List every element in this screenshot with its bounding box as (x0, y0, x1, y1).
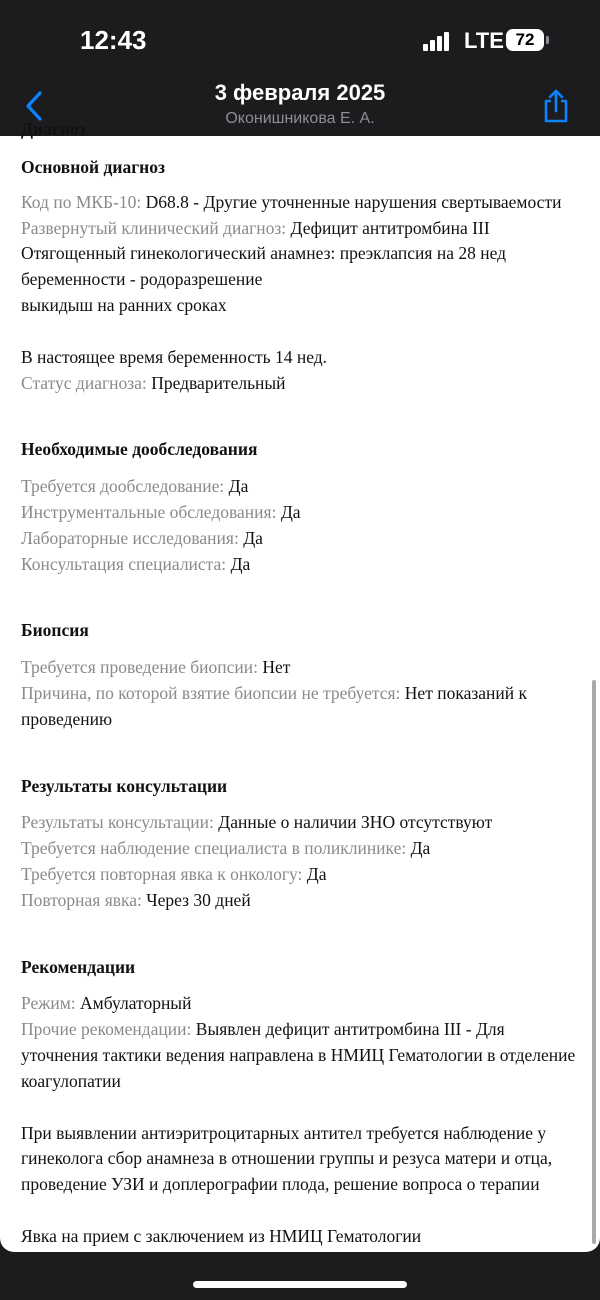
navigation-bar (0, 72, 600, 136)
recommendation-paragraph: Явка на прием с заключением из НМИЦ Гематологии (21, 1225, 422, 1246)
exam-label: Лабораторные исследования: (21, 527, 239, 548)
status-time: 12:43 (80, 25, 147, 55)
consultation-value: Через 30 дней (146, 889, 251, 910)
main-diagnosis-heading: Основной диагноз (21, 157, 166, 177)
additional-exams-heading: Необходимые дообследования (21, 439, 258, 460)
recommendation-paragraph: При выявлении антиэритроцитарных антител требуется наблюдение у гинеколога сбор анамнеза в отношении группы и резуса матери и отца, проведение УЗИ и доплерографии плода, решение вопроса о терапии (21, 1122, 553, 1195)
share-button[interactable] (540, 86, 572, 126)
scrollbar[interactable] (592, 680, 596, 1244)
biopsy-required-row (21, 655, 581, 681)
other-recommendations-row (21, 1017, 581, 1094)
diagnosis-status-label: Статус диагноза: (21, 372, 147, 393)
consultation-row (21, 888, 581, 914)
recommendations-heading: Рекомендации (21, 956, 136, 977)
document-view[interactable] (0, 119, 600, 1252)
biopsy-reason-row (21, 681, 581, 733)
home-indicator[interactable] (193, 1281, 407, 1288)
consultation-value: Данные о наличии ЗНО отсутствуют (218, 812, 493, 833)
exam-row (21, 474, 581, 500)
icd-code-label: Код по МКБ-10: (21, 191, 142, 212)
exam-value: Да (228, 476, 249, 497)
biopsy-required-label: Требуется проведение биопсии: (21, 657, 258, 678)
mode-row (21, 991, 581, 1017)
consultation-label: Требуется наблюдение специалиста в поликлинике: (21, 838, 407, 859)
diagnosis-status-row (21, 371, 581, 397)
consultation-label: Результаты консультации: (21, 812, 214, 833)
consultation-row (21, 836, 581, 862)
consultation-value: Да (306, 863, 327, 884)
clinical-diagnosis-row (21, 216, 581, 242)
battery-cap (546, 36, 549, 44)
mode-label: Режим: (21, 993, 76, 1014)
biopsy-reason-label: Причина, по которой взятие биопсии не требуется: (21, 682, 401, 703)
anamnesis-text: Отягощенный гинекологический анамнез: преэклапсия на 28 нед беременности - родоразрешение (21, 243, 507, 290)
other-recommendations-value: Выявлен дефицит антитромбина III - Для уточнения тактики ведения направлена в НМИЦ Гематологии в отделение коагулопатии (21, 1019, 576, 1091)
diagnosis-status-value: Предварительный (151, 372, 286, 393)
biopsy-required-value: Нет (262, 657, 291, 678)
exam-value: Да (243, 527, 263, 548)
pregnancy-text: В настоящее время беременность 14 нед. (21, 346, 328, 367)
exam-row (21, 500, 581, 526)
icd-code-value: D68.8 - Другие уточненные нарушения свертываемости (145, 191, 562, 212)
clipped-heading-container (21, 119, 581, 139)
exam-row (21, 552, 581, 578)
consultation-results-heading: Результаты консультации (21, 775, 228, 796)
status-bar (0, 0, 600, 80)
icd-code-row (21, 190, 581, 216)
consultation-row (21, 862, 581, 888)
biopsy-reason-value: Нет показаний к проведению (21, 682, 527, 729)
consultation-row (21, 810, 581, 836)
consultation-label: Требуется повторная явка к онкологу: (21, 863, 303, 884)
exam-row (21, 526, 581, 552)
exam-label: Требуется дообследование: (21, 476, 225, 497)
exam-label: Консультация специалиста: (21, 553, 227, 574)
document-content (21, 119, 581, 1250)
biopsy-heading: Биопсия (21, 620, 89, 641)
exam-value: Да (280, 501, 301, 522)
battery-icon: 72 (506, 29, 544, 51)
page-subtitle: Оконишникова Е. А. (225, 110, 375, 127)
consultation-label: Повторная явка: (21, 889, 142, 910)
mode-value: Амбулаторный (80, 993, 192, 1014)
consultation-value: Да (410, 838, 431, 859)
share-icon (540, 86, 572, 126)
page-title: 3 февраля 2025 (214, 80, 386, 105)
anamnesis-text-2: выкидыш на ранних сроках (21, 294, 227, 315)
other-recommendations-label: Прочие рекомендации: (21, 1019, 192, 1040)
network-type: LTE (464, 28, 504, 53)
clinical-diagnosis-value: Дефицит антитромбина III (290, 217, 490, 238)
exam-label: Инструментальные обследования: (21, 501, 277, 522)
clipped-heading: Диагноз (21, 119, 86, 139)
exam-value: Да (230, 553, 251, 574)
clinical-diagnosis-label: Развернутый клинический диагноз: (21, 217, 287, 238)
cellular-signal-icon (423, 31, 453, 51)
